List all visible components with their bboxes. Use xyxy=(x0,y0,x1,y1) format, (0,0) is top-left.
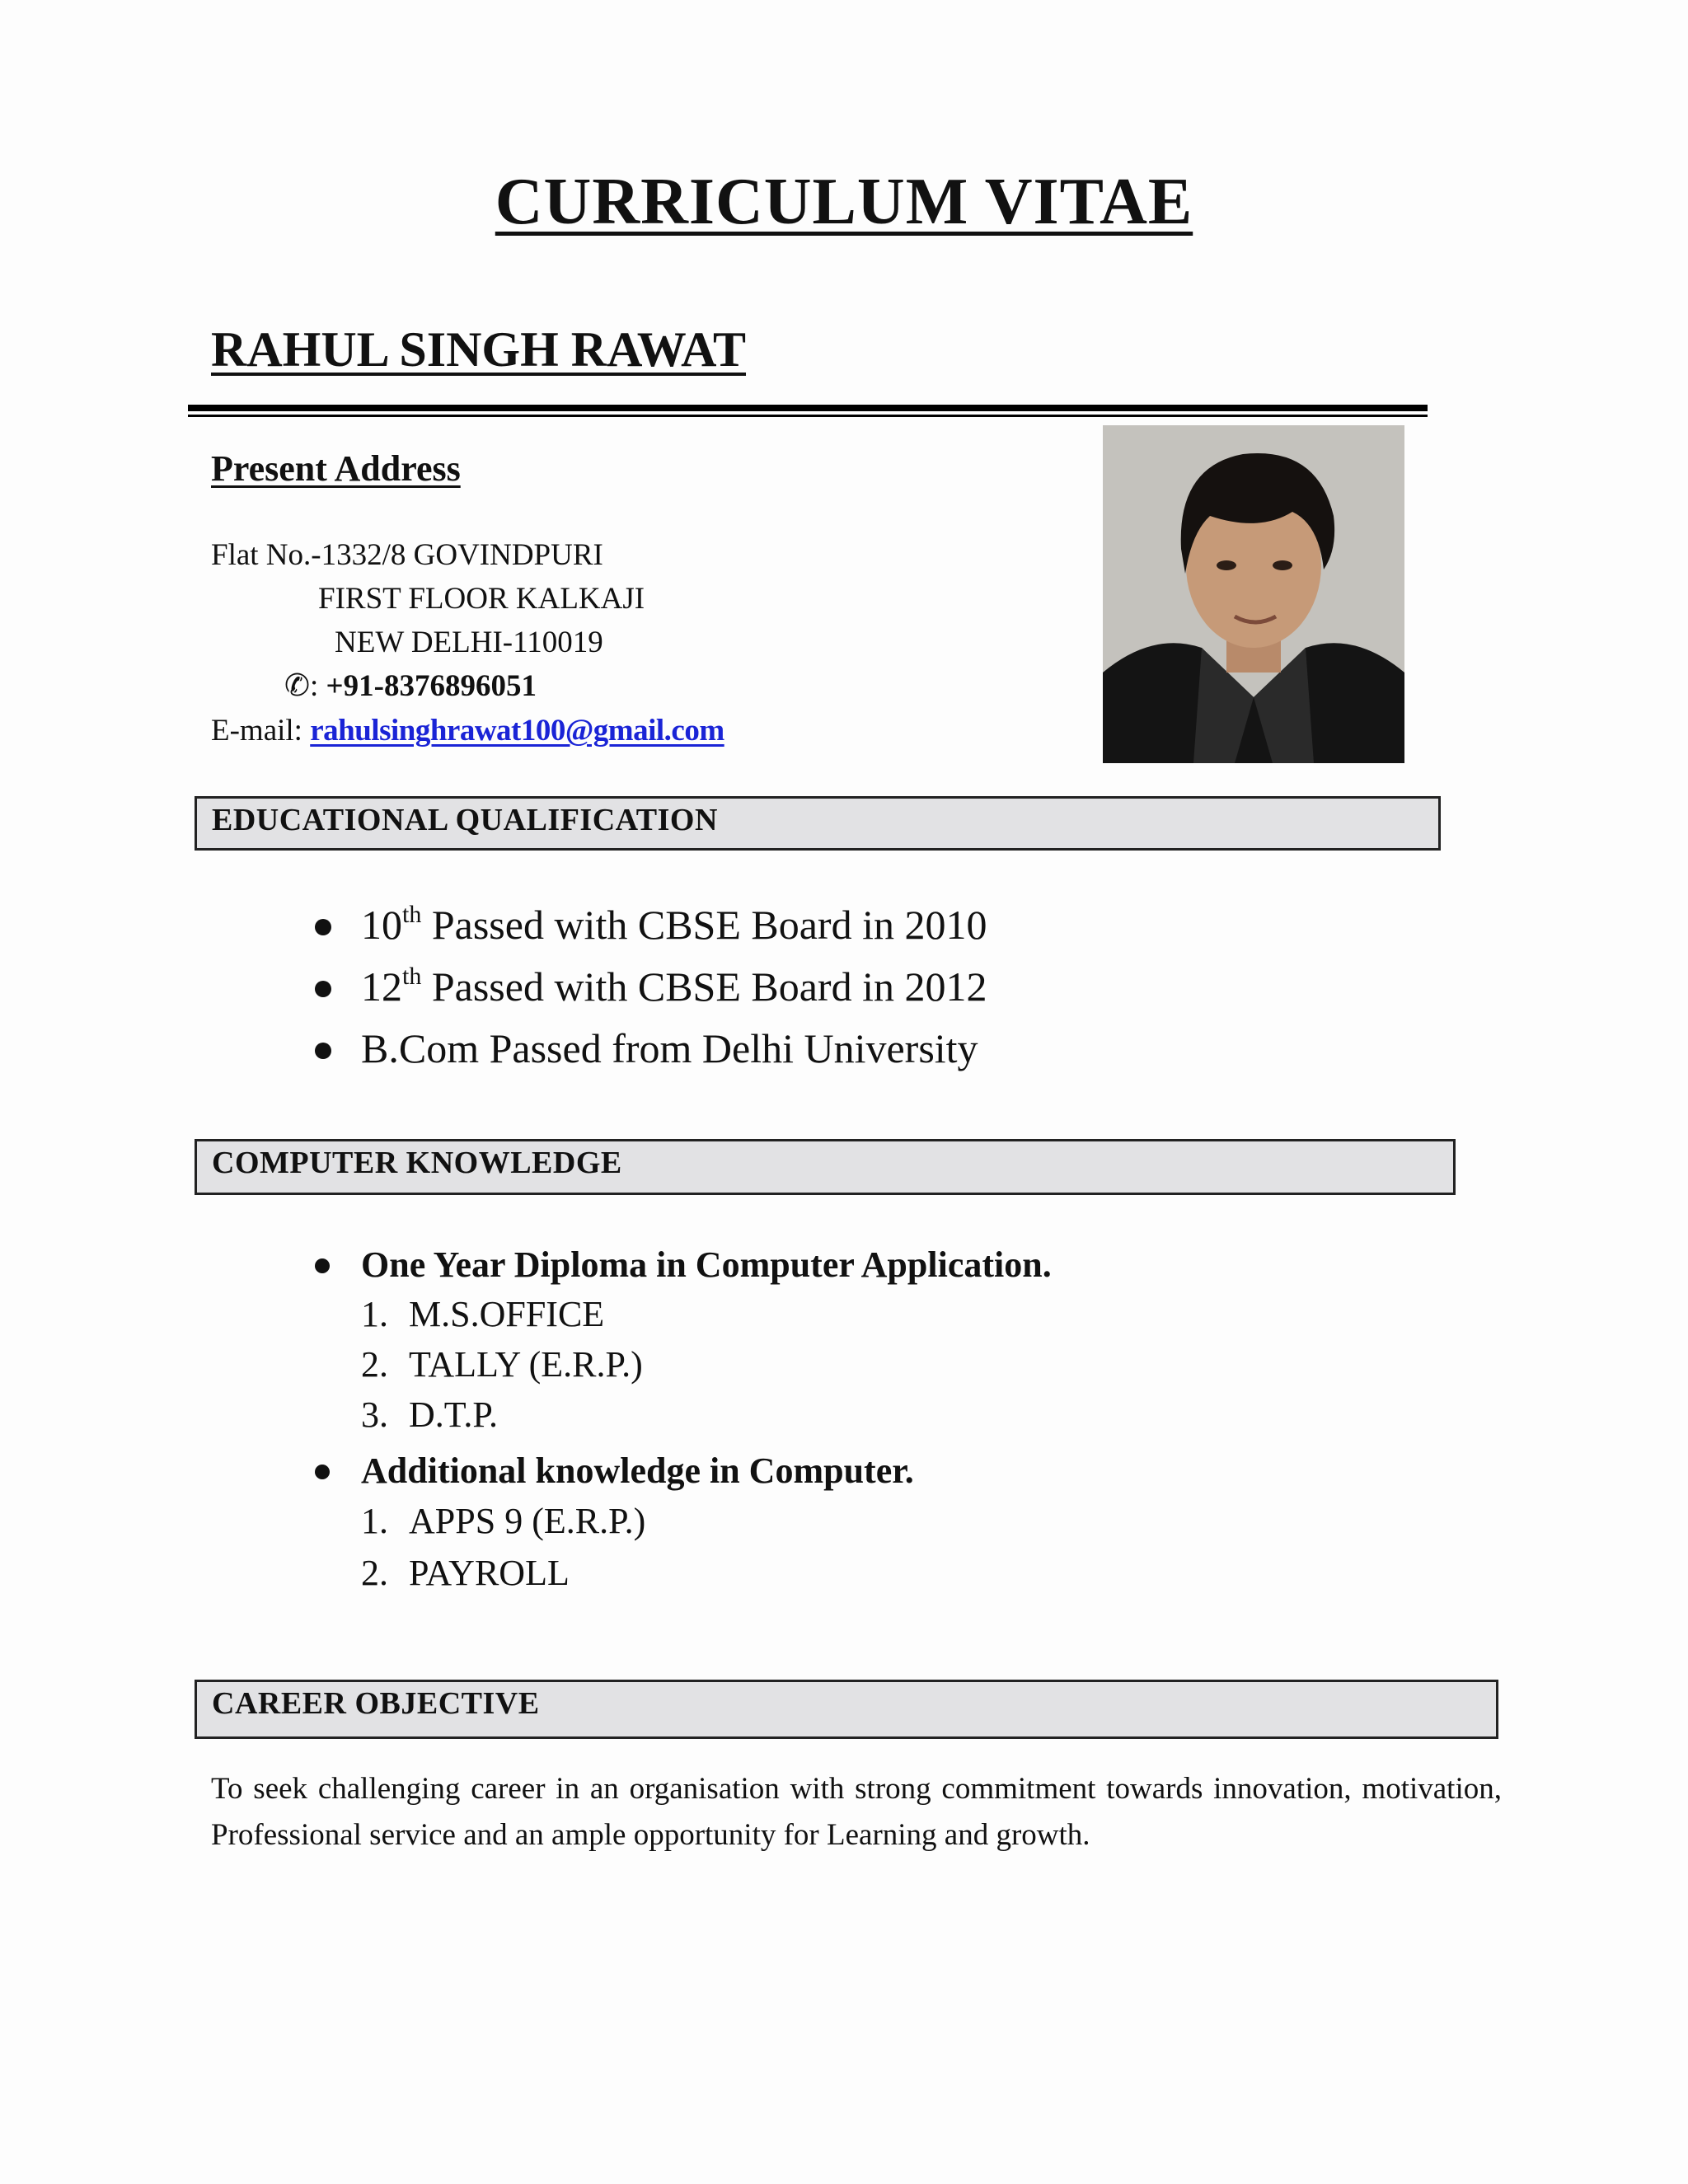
computer-section-label: COMPUTER KNOWLEDGE xyxy=(212,1146,622,1180)
email-link[interactable]: rahulsinghrawat100@gmail.com xyxy=(310,714,724,748)
bullet-icon xyxy=(315,1465,330,1479)
profile-photo xyxy=(1103,425,1404,763)
bullet-icon xyxy=(315,1043,331,1059)
phone-separator: : xyxy=(310,669,326,703)
phone-icon: ✆ xyxy=(284,669,311,703)
bullet-icon xyxy=(315,1258,330,1273)
email-label: E-mail: xyxy=(211,714,311,748)
computer-skill-item: 1. APPS 9 (E.R.P.) xyxy=(361,1501,646,1541)
address-heading: Present Address xyxy=(211,448,461,489)
education-item: 10th Passed with CBSE Board in 2010 xyxy=(361,901,987,949)
education-section-header xyxy=(195,796,1441,851)
computer-group-title: Additional knowledge in Computer. xyxy=(361,1450,914,1492)
candidate-name: RAHUL SINGH RAWAT xyxy=(211,322,747,377)
address-line-3: NEW DELHI-110019 xyxy=(335,626,603,659)
career-section-header xyxy=(195,1680,1498,1739)
education-item: B.Com Passed from Delhi University xyxy=(361,1024,978,1072)
computer-group-title: One Year Diploma in Computer Application. xyxy=(361,1244,1052,1286)
address-line-1: Flat No.-1332/8 GOVINDPURI xyxy=(211,538,603,572)
document-title: CURRICULUM VITAE xyxy=(495,166,1193,238)
education-item: 12th Passed with CBSE Board in 2012 xyxy=(361,963,987,1010)
header-rule-thin xyxy=(188,415,1428,417)
computer-skill-item: 3. D.T.P. xyxy=(361,1394,498,1435)
computer-section-header xyxy=(195,1139,1456,1195)
career-objective-text: To seek challenging career in an organisation with strong commitment towards innovation, motivation, Professional service and an ample opportunity for Learning and growth. xyxy=(211,1772,1502,1852)
computer-skill-item: 2. TALLY (E.R.P.) xyxy=(361,1344,643,1385)
bullet-icon xyxy=(315,981,331,997)
address-line-2: FIRST FLOOR KALKAJI xyxy=(318,582,645,616)
email-line xyxy=(211,713,724,748)
bullet-icon xyxy=(315,919,331,935)
header-rule-thick xyxy=(188,405,1428,411)
career-section-label: CAREER OBJECTIVE xyxy=(212,1686,540,1721)
phone-line xyxy=(284,668,537,704)
computer-skill-item: 1. M.S.OFFICE xyxy=(361,1294,605,1334)
computer-skill-item: 2. PAYROLL xyxy=(361,1553,570,1593)
education-section-label: EDUCATIONAL QUALIFICATION xyxy=(212,803,718,837)
phone-number: +91-8376896051 xyxy=(326,669,537,703)
